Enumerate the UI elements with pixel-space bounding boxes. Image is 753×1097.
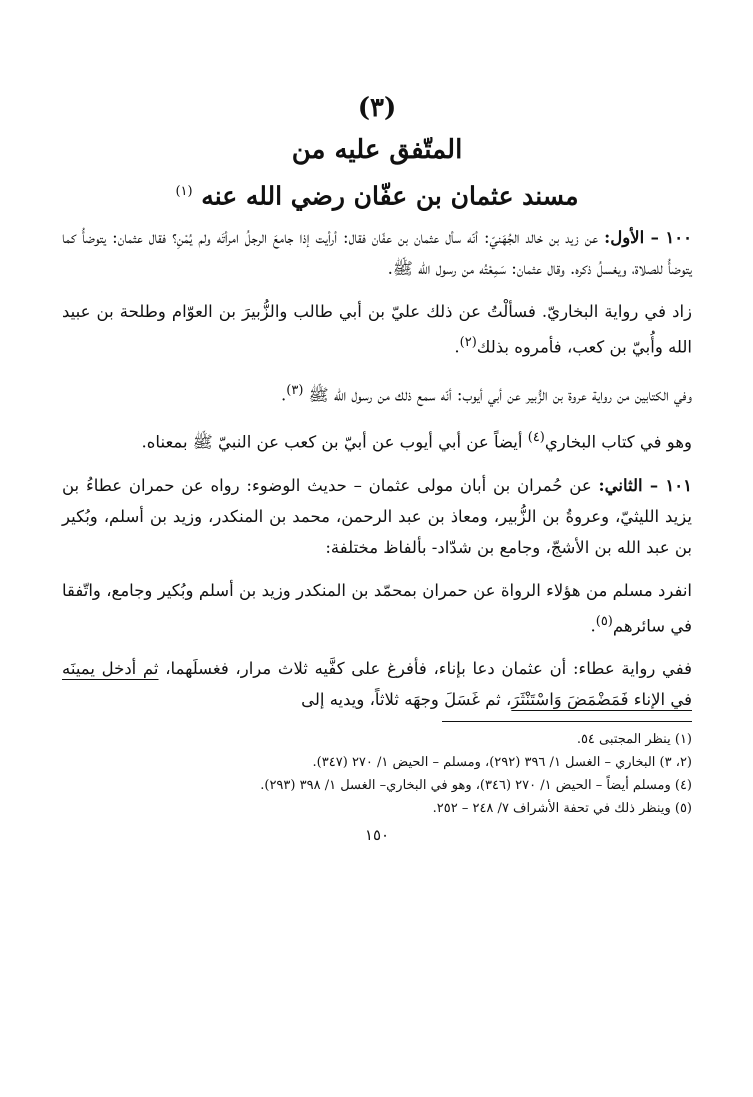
footnote-ref-2: (٢)	[459, 335, 477, 351]
paragraph-ata-narration-text-a: ففي رواية عطاء: أن عثمان دعا بإناء، فأفرغ على كفَّيه ثلاث مرار، فغسلَهما،	[158, 659, 692, 679]
paragraph-two-books: وفي الكتابين من رواية عروة بن الزُّبير عن أبي أيوب: أنّه سمع ذلك من رسول الله ﷺ $^{(٣)}$.	[281, 382, 692, 405]
footnote-1: (١) ينظر المجتبى ٥٤.	[576, 732, 692, 748]
paragraph-muslim-unique: انفرد مسلم من هؤلاء الرواة عن حمران بمحمّد بن المنكدر وزيد بن أسلم وبُكير وجامع، واتّفقا في سائرهم$^{(٥)}$.	[62, 580, 692, 636]
paragraph-ata-narration-text-b: ، ثم غَسَلَ وجهَه ثلاثاً، ويديه إلى	[301, 690, 512, 710]
paragraph-bukhari-book-text-b: أيضاً عن أبي أيوب عن أبيّ بن كعب عن النبيّ ﷺ بمعناه.	[141, 432, 523, 452]
paragraph-ata-narration-underlined: ثم أدخل يمينَه في الإناء فَمَضْمَضَ وَاسْتَنْثَرَ	[62, 659, 692, 710]
footnote-ref-3: (٣)	[286, 382, 304, 398]
footnote-2: (٢، ٣) البخاري – الغسل ١/ ٣٩٦ (٢٩٢)، ومسلم – الحيض ١/ ٢٧٠ (٣٤٧).	[312, 755, 692, 771]
hadith-100-label: ١٠٠ – الأول:	[604, 228, 693, 248]
footnote-ref-5: (٥)	[595, 613, 613, 629]
hadith-100	[62, 222, 692, 284]
footnote-3: (٤) ومسلم أيضاً – الحيض ١/ ٢٧٠ (٣٤٦)، وهو في البخاري– الغسل ١/ ٣٩٨ (٢٩٣).	[260, 778, 692, 794]
footnote-divider	[442, 721, 692, 722]
paragraph-bukhari-book-text-a: وهو في كتاب البخاري	[544, 432, 692, 452]
hadith-101	[62, 470, 692, 563]
chapter-subtitle-text: مسند عثمان بن عفّان رضي الله عنه	[201, 181, 579, 211]
paragraph-bukhari-book	[62, 422, 692, 458]
footnote-ref-4: (٤)	[527, 430, 545, 446]
hadith-101-label: ١٠١ – الثاني:	[598, 475, 692, 495]
paragraph-bukhari-addition: زاد في رواية البخاريّ. فسألْتُ عن ذلك عليّ بن أبي طالب والزُّبيرَ بن العوّام وطلحة بن عبيد الله وأُبيّ بن كعب، فأمروه بذلك$^{(٢)}$.	[62, 302, 692, 357]
paragraph-bukhari-addition-text: زاد في رواية البخاريّ. فسألْتُ عن ذلك عليّ بن أبي طالب والزُّبيرَ بن العوّام وطلحة بن عبيد الله وأُبيّ بن كعب، فأمروه بذلك	[62, 302, 692, 357]
hadith-101-text: عن حُمران بن أبان مولى عثمان – حديث الوضوء: رواه عن حمران عطاءُ بن يزيد الليثيّ، وعروةُ بن الزُّبير، ومعاذ بن عبد الرحمن، محمد بن المنكدر، وزيد بن أسلم، وبُكير بن عبد الله بن الأشجّ، وجامع بن شدّاد- بألفاظ مختلفة:	[62, 475, 692, 557]
footnote-4: (٥) وينظر ذلك في تحفة الأشراف ٧/ ٢٤٨ – ٢٥٢.	[432, 801, 692, 817]
footnotes	[62, 728, 692, 820]
chapter-title: المتّفق عليه من	[291, 135, 463, 165]
chapter-number: (٣)	[357, 93, 397, 123]
book-page	[62, 88, 692, 844]
paragraph-muslim-unique-text: انفرد مسلم من هؤلاء الرواة عن حمران بمحمّد بن المنكدر وزيد بن أسلم وبُكير وجامع، واتّفقا في سائرهم	[62, 580, 692, 636]
footnote-ref-1: (١)	[175, 184, 193, 199]
hadith-100-text: عن زيد بن خالد الجُهَنيّ: أنّه سأل عثمان بن عفّان فقال: أرأيت إذا جامعَ الرجلُ امرأتَه ولم يُمْنِ؟ فقال عثمان: يتوضأُ كما يتوضأُ للصلاة، ويغسلُ ذكره. وقال عثمان: سَمِعْتُه من رسول الله ﷺ.	[62, 228, 692, 279]
chapter-subtitle	[62, 172, 692, 216]
paragraph-ata-narration	[62, 653, 692, 715]
paragraph-two-books-text: وفي الكتابين من رواية عروة بن الزُّبير عن أبي أيوب: أنّه سمع ذلك من رسول الله ﷺ	[308, 385, 692, 405]
page-number: ١٥٠	[364, 826, 390, 845]
